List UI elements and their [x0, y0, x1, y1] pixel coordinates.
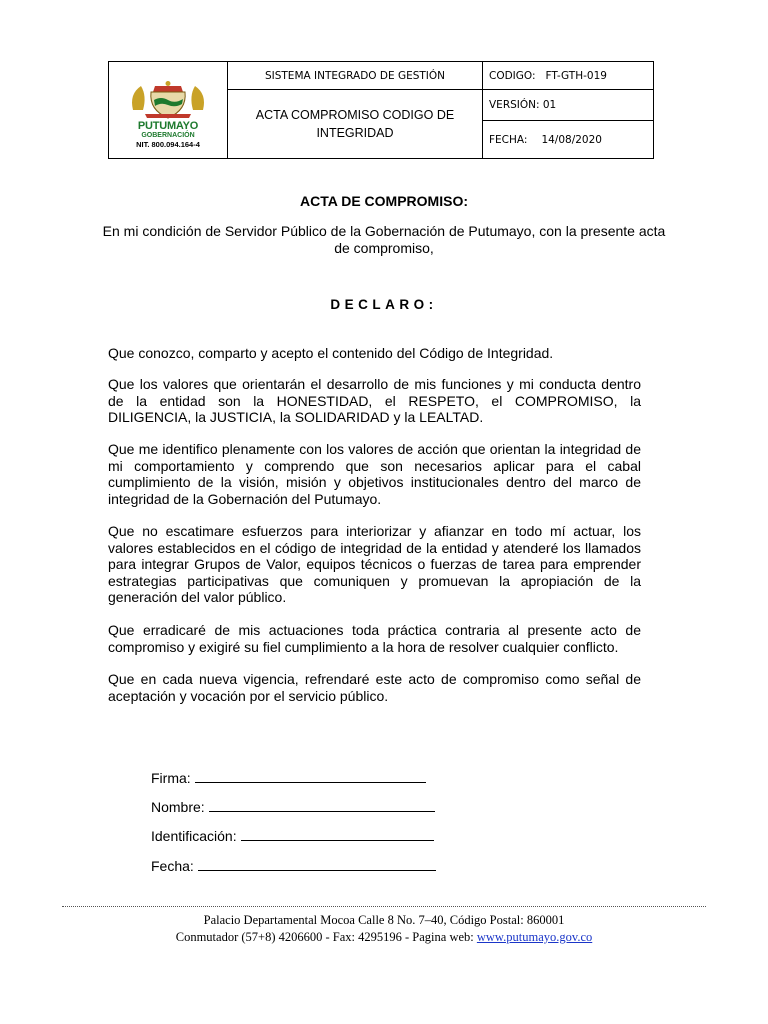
identificacion-row [151, 828, 434, 844]
fecha-line[interactable] [198, 858, 436, 871]
commitment-paragraph: Que me identifico plenamente con los valores de acción que orientan la integridad de mi comportamiento y comprendo que son necesarios aplicar para el cabal cumplimiento de la visión, misión y objetivos institucionales dentro del marco de integridad de la Gobernación del Putumayo. [108, 441, 641, 507]
declaro-heading: DECLARO: [330, 297, 438, 312]
fecha-label: FECHA: [489, 133, 528, 146]
logo-name: PUTUMAYO [137, 120, 199, 132]
commitment-paragraph: Que conozco, comparto y acepto el contenido del Código de Integridad. [108, 345, 554, 361]
identificacion-line[interactable] [241, 828, 434, 841]
firma-label: Firma: [151, 770, 191, 786]
intro-text: En mi condición de Servidor Público de la Gobernación de Putumayo, con la presente acta de compromiso, [102, 223, 666, 256]
logo-cell [109, 62, 228, 159]
commitment-paragraph: Que erradicaré de mis actuaciones toda práctica contraria al presente acto de compromiso y exigiré su fiel cumplimiento a la hora de resolver cualquier conflicto. [108, 622, 641, 655]
fecha-value: 14/08/2020 [541, 133, 602, 146]
fecha-row [151, 858, 436, 874]
commitment-paragraph: Que no escatimare esfuerzos para interiorizar y afianzar en todo mí actuar, los valores establecidos en el código de integridad de la entidad y atenderé los llamados para integrar Grupos de Valor, equipos técnicos o fuerzas de tarea para emprender estrategias participativas que comuniquen y promuevan la apropiación de la generación del valor público. [108, 523, 641, 606]
footer-divider [62, 906, 706, 907]
footer-address: Palacio Departamental Mocoa Calle 8 No. 7–40, Código Postal: 860001 [203, 913, 565, 927]
document-header-table [108, 61, 654, 159]
version-label: VERSIÓN: [489, 99, 540, 111]
system-title: SISTEMA INTEGRADO DE GESTIÓN [228, 62, 483, 90]
fecha-cell [483, 121, 654, 159]
nombre-row [151, 799, 435, 815]
nombre-label: Nombre: [151, 799, 205, 815]
footer-contact-text: Conmutador (57+8) 4206600 - Fax: 4295196 - Pagina web: [175, 930, 477, 944]
fecha-signature-label: Fecha: [151, 858, 194, 874]
firma-row [151, 770, 426, 786]
identificacion-label: Identificación: [151, 828, 237, 844]
website-link[interactable]: www.putumayo.gov.co [476, 930, 593, 944]
codigo-value: FT-GTH-019 [545, 69, 607, 82]
commitment-paragraph: Que en cada nueva vigencia, refrendaré este acto de compromiso como señal de aceptación y vocación por el servicio público. [108, 671, 641, 704]
codigo-label: CODIGO: [489, 69, 536, 82]
version-cell [483, 90, 654, 121]
putumayo-coat-of-arms-icon [127, 80, 209, 122]
commitment-paragraph: Que los valores que orientarán el desarrollo de mis funciones y mi conducta dentro de la entidad son la HONESTIDAD, el RESPETO, el COMPROMISO, la DILIGENCIA, la JUSTICIA, la SOLIDARIDAD y la LEALTAD. [108, 376, 641, 426]
firma-line[interactable] [195, 770, 426, 783]
footer-contact [0, 930, 768, 945]
page-title: ACTA DE COMPROMISO: [300, 193, 468, 209]
logo-subtitle: GOBERNACIÓN [141, 132, 195, 139]
codigo-cell [483, 62, 654, 90]
document-title: ACTA COMPROMISO CODIGO DE INTEGRIDAD [228, 90, 483, 159]
nombre-line[interactable] [209, 799, 435, 812]
logo-nit: NIT. 800.094.164-4 [136, 140, 200, 149]
version-value: 01 [542, 99, 557, 111]
